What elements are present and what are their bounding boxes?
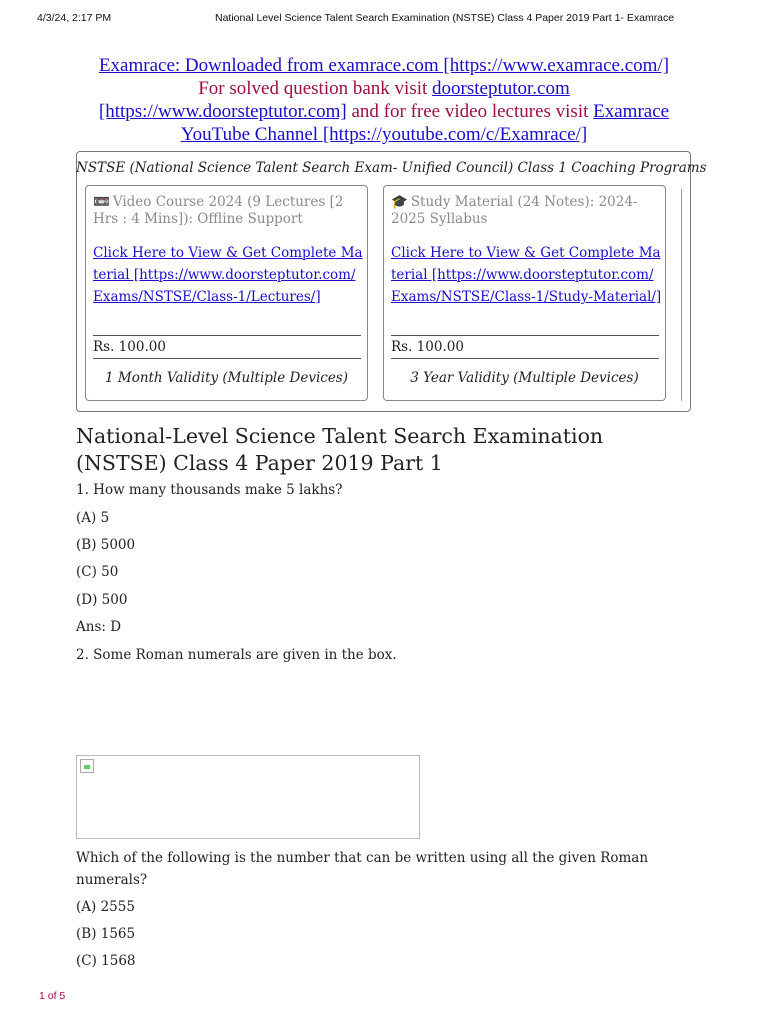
doorsteptutor-url-link[interactable]: [https://www.doorsteptutor.com] [98, 101, 347, 122]
source-banner [76, 54, 692, 146]
question-1-option-a: (A) 5 [76, 510, 110, 526]
divider [391, 358, 659, 359]
card-link-wrap [93, 242, 365, 308]
print-header [0, 12, 768, 28]
question-2-option-c: (C) 1568 [76, 953, 136, 969]
question-1-option-d: (D) 500 [76, 592, 128, 608]
card-link-wrap [391, 242, 663, 308]
examrace-link[interactable]: Examrace: Downloaded from examrace.com [https://www.examrace.com/] [98, 55, 670, 76]
card-validity: 3 Year Validity (Multiple Devices) [410, 370, 639, 386]
coaching-programs-title: NSTSE (National Science Talent Search Exam- Unified Council) Class 1 Coaching Programs [76, 160, 707, 176]
question-1-option-b: (B) 5000 [76, 537, 136, 553]
question-2-option-b: (B) 1565 [76, 926, 136, 942]
card-price: Rs. 100.00 [391, 339, 464, 355]
divider [391, 335, 659, 336]
card-price: Rs. 100.00 [93, 339, 166, 355]
banner-text-video: and for free video lectures visit [346, 101, 594, 122]
card-heading [93, 194, 361, 228]
question-2-intro: 2. Some Roman numerals are given in the box. [76, 647, 397, 663]
graduation-cap-icon: 🎓 [391, 194, 408, 210]
next-card-edge [681, 189, 682, 401]
banner-text-solved: For solved question bank visit [198, 78, 433, 99]
print-doc-title: National Level Science Talent Search Examination (NSTSE) Class 4 Paper 2019 Part 1- Examrace [215, 12, 675, 24]
print-datetime: 4/3/24, 2:17 PM [37, 12, 112, 24]
question-2-option-a: (A) 2555 [76, 899, 135, 915]
roman-numerals-image [76, 755, 420, 839]
coaching-card-study-material [383, 185, 666, 401]
card-validity: 1 Month Validity (Multiple Devices) [104, 370, 349, 386]
question-1-option-c: (C) 50 [76, 564, 119, 580]
question-1-text: 1. How many thousands make 5 lakhs? [76, 482, 343, 498]
divider [93, 335, 361, 336]
broken-image-icon [80, 759, 94, 773]
question-1-answer: Ans: D [76, 619, 122, 635]
card-heading-text: Study Material (24 Notes): 2024-2025 Syllabus [391, 194, 638, 227]
examrace-youtube-link[interactable]: YouTube Channel [https://youtube.com/c/Examrace/] [180, 124, 588, 145]
view-study-material-link[interactable]: Click Here to View & Get Complete Material [https://www.doorsteptutor.com/Exams/NSTSE/Class-1/Study-Material/] [391, 245, 662, 305]
question-2-text: Which of the following is the number that can be written using all the given Roman numerals? [76, 850, 649, 888]
video-cassette-icon: 📼 [93, 194, 110, 210]
examrace-youtube-link-start[interactable]: Examrace [593, 101, 670, 122]
card-heading [391, 194, 659, 228]
coaching-card-video-course [85, 185, 368, 401]
question-2-body [76, 847, 676, 972]
view-lectures-link[interactable]: Click Here to View & Get Complete Material [https://www.doorsteptutor.com/Exams/NSTSE/Class-1/Lectures/] [93, 245, 363, 305]
page-indicator: 1 of 5 [39, 990, 66, 1002]
doorsteptutor-link[interactable]: doorsteptutor.com [432, 78, 570, 99]
page-title: National-Level Science Talent Search Examination (NSTSE) Class 4 Paper 2019 Part 1 [76, 424, 604, 475]
divider [93, 358, 361, 359]
card-heading-text: Video Course 2024 (9 Lectures [2 Hrs : 4 Mins]): Offline Support [93, 194, 344, 227]
